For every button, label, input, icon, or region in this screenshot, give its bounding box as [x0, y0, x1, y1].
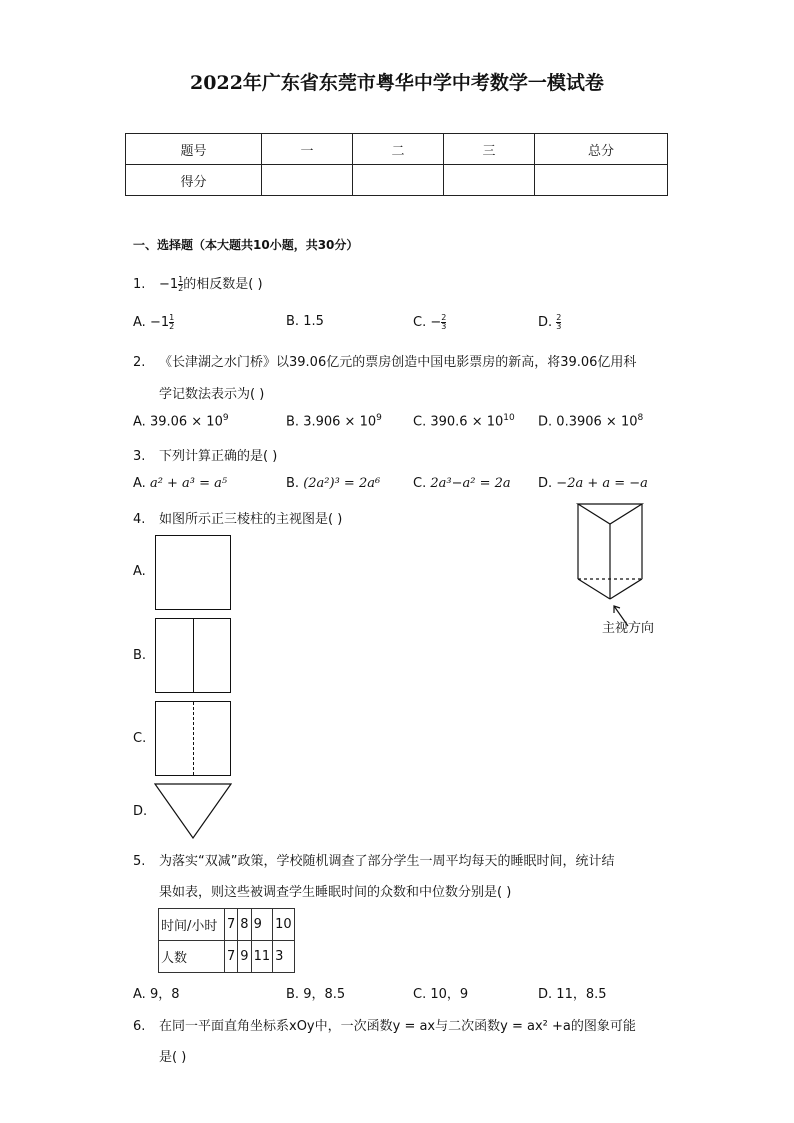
q4-option-c-rect [155, 701, 231, 776]
section-heading: 一、选择题（本大题共10小题，共30分） [133, 238, 359, 252]
q4-option-b-rect [155, 618, 231, 693]
sleep-hour-cell: 7 [225, 909, 238, 941]
q1-option-b [286, 314, 324, 329]
option-label: A. [133, 476, 146, 491]
q2-option-c [413, 413, 515, 429]
score-table-header-row [126, 134, 668, 165]
score-table-score-row [126, 165, 668, 196]
frac-denominator: 3 [556, 322, 562, 331]
q5-option-d [538, 983, 607, 1002]
option-exponent: 10 [503, 413, 515, 423]
score-cell [353, 165, 444, 196]
frac-numerator: 2 [441, 313, 447, 322]
q4-option-d-triangle [154, 783, 232, 839]
option-label: D. [538, 315, 553, 330]
option-label: B. [286, 314, 300, 329]
frac-numerator: 2 [556, 313, 562, 322]
q5-line-2: 果如表，则这些被调查学生睡眠时间的众数和中位数分别是( ) [159, 885, 512, 900]
sleep-table-hours-row [159, 909, 295, 941]
option-label: D. [538, 476, 553, 491]
option-text: 0.3906 × 10 [556, 414, 638, 430]
q1-option-c [413, 314, 446, 331]
sleep-count-cell: 9 [238, 941, 251, 973]
option-fraction [169, 314, 174, 331]
option-label: A. [133, 315, 146, 330]
question-number: 2. [133, 355, 146, 370]
q3-option-c [413, 476, 511, 491]
q4-option-d-label: D. [133, 804, 148, 819]
sleep-count-cell: 3 [273, 941, 295, 973]
q6-line-2: 是( ) [159, 1050, 187, 1065]
score-header-cell: 题号 [126, 134, 262, 165]
q2-option-d [538, 413, 643, 429]
q5-line-1: 为落实“双减”政策，学校随机调查了部分学生一周平均每天的睡眠时间，统计结 [159, 854, 615, 869]
q4-stem: 如图所示正三棱柱的主视图是( ) [159, 512, 343, 527]
q1-option-a [133, 314, 174, 331]
option-fraction [556, 314, 561, 331]
q2-option-b [286, 413, 382, 429]
triangle-shape [155, 784, 231, 838]
frac-denominator: 3 [441, 322, 447, 331]
figure-caption: 主视方向 [602, 621, 655, 636]
option-fraction [441, 314, 446, 331]
question-number: 3. [133, 449, 146, 464]
option-label: C. [413, 987, 427, 1002]
prism-top-face [578, 504, 642, 524]
option-text: 10，9 [430, 987, 469, 1002]
q4-option-c-dashed-line [193, 702, 194, 775]
option-label: C. [413, 315, 427, 330]
sleep-table [158, 908, 295, 973]
q1-option-d [538, 314, 561, 331]
option-text: −2a + a = −a [556, 476, 648, 491]
page-title: 2022年广东省东莞市粤华中学中考数学一模试卷 [190, 72, 604, 94]
frac-denominator: 2 [169, 322, 175, 331]
sleep-table-counts-row [159, 941, 295, 973]
option-label: B. [286, 476, 300, 491]
option-exponent: 8 [637, 413, 644, 423]
sleep-row-label: 人数 [159, 941, 225, 973]
option-text: 9，8 [149, 987, 180, 1002]
score-cell [535, 165, 668, 196]
q4-option-b-label: B. [133, 648, 147, 663]
option-label: C. [413, 414, 427, 430]
sleep-count-cell: 11 [251, 941, 273, 973]
option-exponent: 9 [376, 413, 382, 423]
sleep-row-label: 时间/小时 [159, 909, 225, 941]
sleep-count-cell: 7 [225, 941, 238, 973]
option-label: B. [286, 987, 300, 1002]
q2-line-1: 《长津湖之水门桥》以39.06亿元的票房创造中国电影票房的新高，将39.06亿用科 [159, 355, 637, 370]
question-2 [133, 351, 636, 370]
option-text: a² + a³ = a⁵ [149, 476, 228, 491]
question-5 [133, 850, 614, 869]
score-row-label: 得分 [126, 165, 262, 196]
question-6 [133, 1015, 636, 1034]
question-number: 1. [133, 277, 146, 292]
frac-numerator: 1 [169, 313, 175, 322]
option-label: A. [133, 414, 146, 430]
option-label: C. [413, 476, 427, 491]
option-label: D. [538, 987, 553, 1002]
option-label: A. [133, 987, 146, 1002]
sleep-hour-cell: 8 [238, 909, 251, 941]
prism-bottom-left-edge [578, 579, 610, 599]
q1-stem-prefix: −1 [159, 277, 179, 292]
score-header-cell: 总分 [535, 134, 668, 165]
score-table [125, 133, 668, 196]
option-label: B. [286, 414, 300, 430]
option-text: 2a³−a² = 2a [430, 476, 511, 491]
q5-option-b [286, 983, 345, 1002]
score-header-cell: 三 [444, 134, 535, 165]
frac-denominator: 2 [178, 284, 184, 293]
question-1 [133, 273, 263, 293]
q5-option-c [413, 983, 468, 1002]
q3-option-d [538, 476, 648, 491]
sleep-hour-cell: 10 [273, 909, 295, 941]
q5-option-a [133, 983, 179, 1002]
option-text: (2a²)³ = 2a⁶ [303, 476, 381, 491]
frac-numerator: 1 [178, 275, 184, 284]
score-cell [444, 165, 535, 196]
option-text: 11，8.5 [556, 987, 607, 1002]
option-label: D. [538, 414, 553, 430]
score-header-cell: 一 [262, 134, 353, 165]
option-text: −1 [149, 315, 170, 330]
option-text: 390.6 × 10 [430, 414, 504, 430]
question-number: 4. [133, 512, 146, 527]
q4-option-b-solid-line [193, 619, 194, 692]
q3-option-a [133, 476, 227, 491]
prism-bottom-right-edge [610, 579, 642, 599]
score-cell [262, 165, 353, 196]
option-exponent: 9 [222, 413, 229, 423]
q1-stem-suffix: 的相反数是( ) [183, 277, 263, 292]
q4-option-a-label: A. [133, 564, 146, 579]
q3-stem: 下列计算正确的是( ) [159, 449, 278, 464]
score-header-cell: 二 [353, 134, 444, 165]
option-text: 3.906 × 10 [303, 414, 377, 430]
question-number: 5. [133, 854, 146, 869]
q6-line-1: 在同一平面直角坐标系xOy中，一次函数y = ax与二次函数y = ax² +a的图象可能 [159, 1019, 636, 1034]
q4-option-c-label: C. [133, 731, 147, 746]
q2-option-a [133, 413, 229, 429]
q3-option-b [286, 476, 380, 491]
q4-option-a-square [155, 535, 231, 610]
sleep-hour-cell: 9 [251, 909, 273, 941]
question-4 [133, 508, 342, 527]
q2-line-2: 学记数法表示为( ) [159, 387, 265, 402]
option-text: 1.5 [303, 314, 324, 329]
question-number: 6. [133, 1019, 146, 1034]
option-text: 39.06 × 10 [149, 414, 223, 430]
question-3 [133, 445, 277, 464]
option-text: 9，8.5 [303, 987, 346, 1002]
option-text: − [430, 315, 442, 330]
